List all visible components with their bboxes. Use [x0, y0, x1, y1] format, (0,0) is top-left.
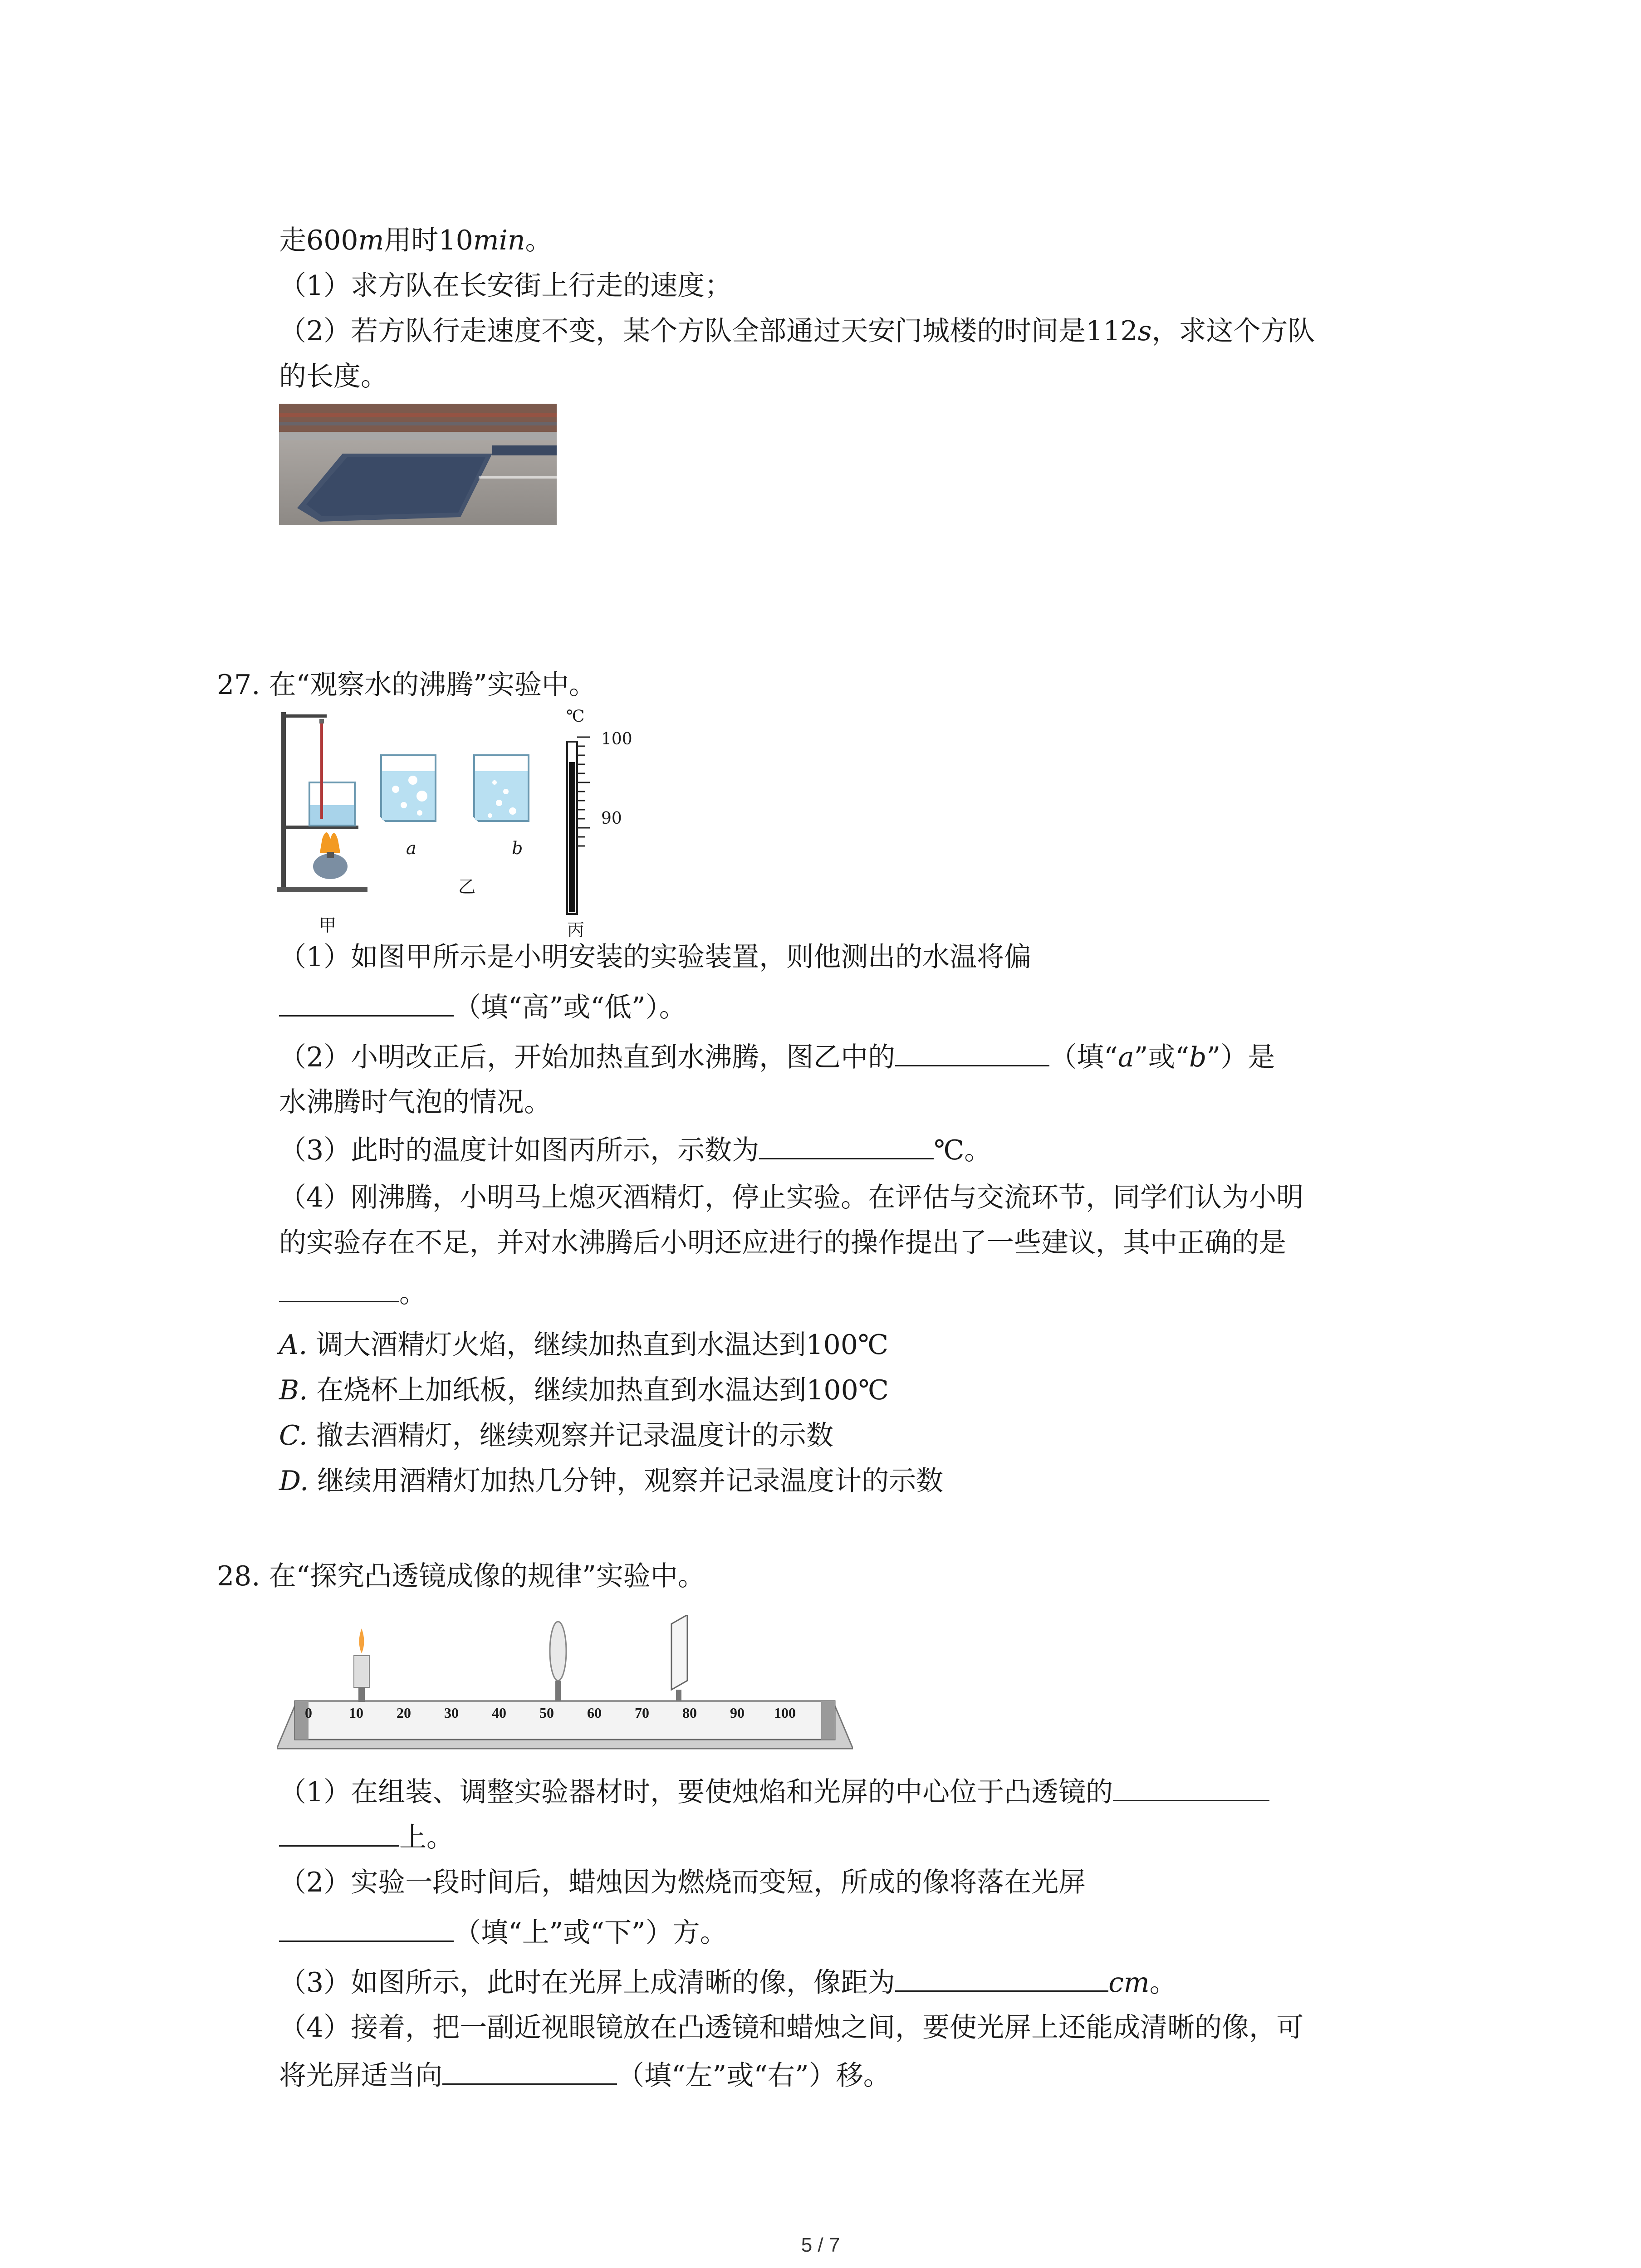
q28-blank-4[interactable]: [442, 2057, 617, 2085]
scale-tick-label: 40: [492, 1705, 506, 1721]
q28-part2-cont: （填“上”或“下”）方。: [279, 1914, 727, 1951]
q28-blank-1b[interactable]: [279, 1819, 399, 1847]
q28-number: 28.: [217, 1560, 260, 1592]
q28-part1: （1）在组装、调整实验器材时，要使烛焰和光屏的中心位于凸透镜的: [279, 1774, 1269, 1810]
q27-part1-cont: （填“高”或“低”）。: [279, 989, 686, 1026]
q27-part2: （2）小明改正后，开始加热直到水沸腾，图乙中的 （填“a”或“b”）是: [279, 1039, 1275, 1075]
q27-part2-cont: 水沸腾时气泡的情况。: [279, 1086, 551, 1118]
scale-tick-label: 50: [539, 1705, 554, 1721]
fig-label-100: 100: [601, 730, 632, 748]
fig-label-a: a: [406, 838, 416, 858]
page-number: 5 / 7: [801, 2234, 840, 2256]
q27-number: 27.: [217, 669, 260, 701]
q27-part1: （1）如图甲所示是小明安装的实验装置，则他测出的水温将偏: [279, 941, 1032, 973]
scale-tick-label: 90: [730, 1705, 745, 1721]
q27-option-b: B. 在烧杯上加纸板，继续加热直到水温达到100℃: [279, 1374, 889, 1406]
fig-label-90: 90: [601, 809, 622, 828]
q27-blank-2[interactable]: [895, 1039, 1049, 1066]
q28-title: 28. 在“探究凸透镜成像的规律”实验中。: [217, 1560, 705, 1592]
q26-part2-cont: 的长度。: [279, 361, 388, 392]
q28-part4-cont: 将光屏适当向 （填“左”或“右”）移。: [279, 2057, 891, 2094]
q27-blank-4[interactable]: [279, 1275, 399, 1302]
scale-tick-label: 80: [682, 1705, 697, 1721]
scale-tick-label: 0: [305, 1705, 312, 1721]
q26-part1: （1）求方队在长安街上行走的速度；: [279, 270, 732, 302]
scale-tick-label: 20: [397, 1705, 411, 1721]
q26-intro: 走600m用时10min。: [279, 225, 553, 256]
q28-part3: （3）如图所示，此时在光屏上成清晰的像，像距为 cm。: [279, 1964, 1177, 2001]
fig-label-bing: 丙: [567, 920, 585, 940]
optical-bench-figure: [277, 1615, 853, 1760]
q28-part2: （2）实验一段时间后，蜡烛因为燃烧而变短，所成的像将落在光屏: [279, 1867, 1086, 1898]
scale-tick-label: 10: [349, 1705, 363, 1721]
q27-part3: （3）此时的温度计如图丙所示，示数为 ℃。: [279, 1132, 991, 1168]
q28-blank-2[interactable]: [279, 1914, 454, 1942]
q28-part4: （4）接着，把一副近视眼镜放在凸透镜和蜡烛之间，要使光屏上还能成清晰的像，可: [279, 2012, 1304, 2043]
scale-tick-label: 100: [774, 1705, 796, 1721]
fig-label-b: b: [512, 838, 523, 858]
q27-blank-1[interactable]: [279, 989, 454, 1017]
q27-blank-3[interactable]: [759, 1132, 934, 1159]
q28-blank-3[interactable]: [895, 1964, 1108, 1992]
fig-label-unit: ℃: [566, 707, 585, 726]
q27-option-a: A. 调大酒精灯火焰，继续加热直到水温达到100℃: [279, 1329, 889, 1361]
scale-tick-label: 60: [587, 1705, 602, 1721]
q27-part4-cont2: 。: [279, 1275, 426, 1311]
bench-scale: [305, 1705, 812, 1727]
fig-label-yi: 乙: [458, 877, 476, 897]
q27-part4-cont: 的实验存在不足，并对水沸腾后小明还应进行的操作提出了一些建议，其中正确的是: [279, 1227, 1286, 1259]
q27-option-c: C. 撤去酒精灯，继续观察并记录温度计的示数: [279, 1420, 833, 1452]
scale-tick-label: 70: [635, 1705, 649, 1721]
fig-label-jia: 甲: [319, 915, 337, 935]
q28-blank-1a[interactable]: [1113, 1774, 1269, 1801]
q27-option-d: D. 继续用酒精灯加热几分钟，观察并记录温度计的示数: [279, 1465, 944, 1497]
q27-title: 27. 在“观察水的沸腾”实验中。: [217, 669, 596, 701]
parade-photo: [279, 404, 557, 525]
q26-part2: （2）若方队行走速度不变，某个方队全部通过天安门城楼的时间是112s，求这个方队: [279, 315, 1315, 347]
scale-tick-label: 30: [444, 1705, 459, 1721]
q27-part4: （4）刚沸腾，小明马上熄灭酒精灯，停止实验。在评估与交流环节，同学们认为小明: [279, 1182, 1304, 1213]
q28-part1-cont: 上。: [279, 1819, 454, 1856]
